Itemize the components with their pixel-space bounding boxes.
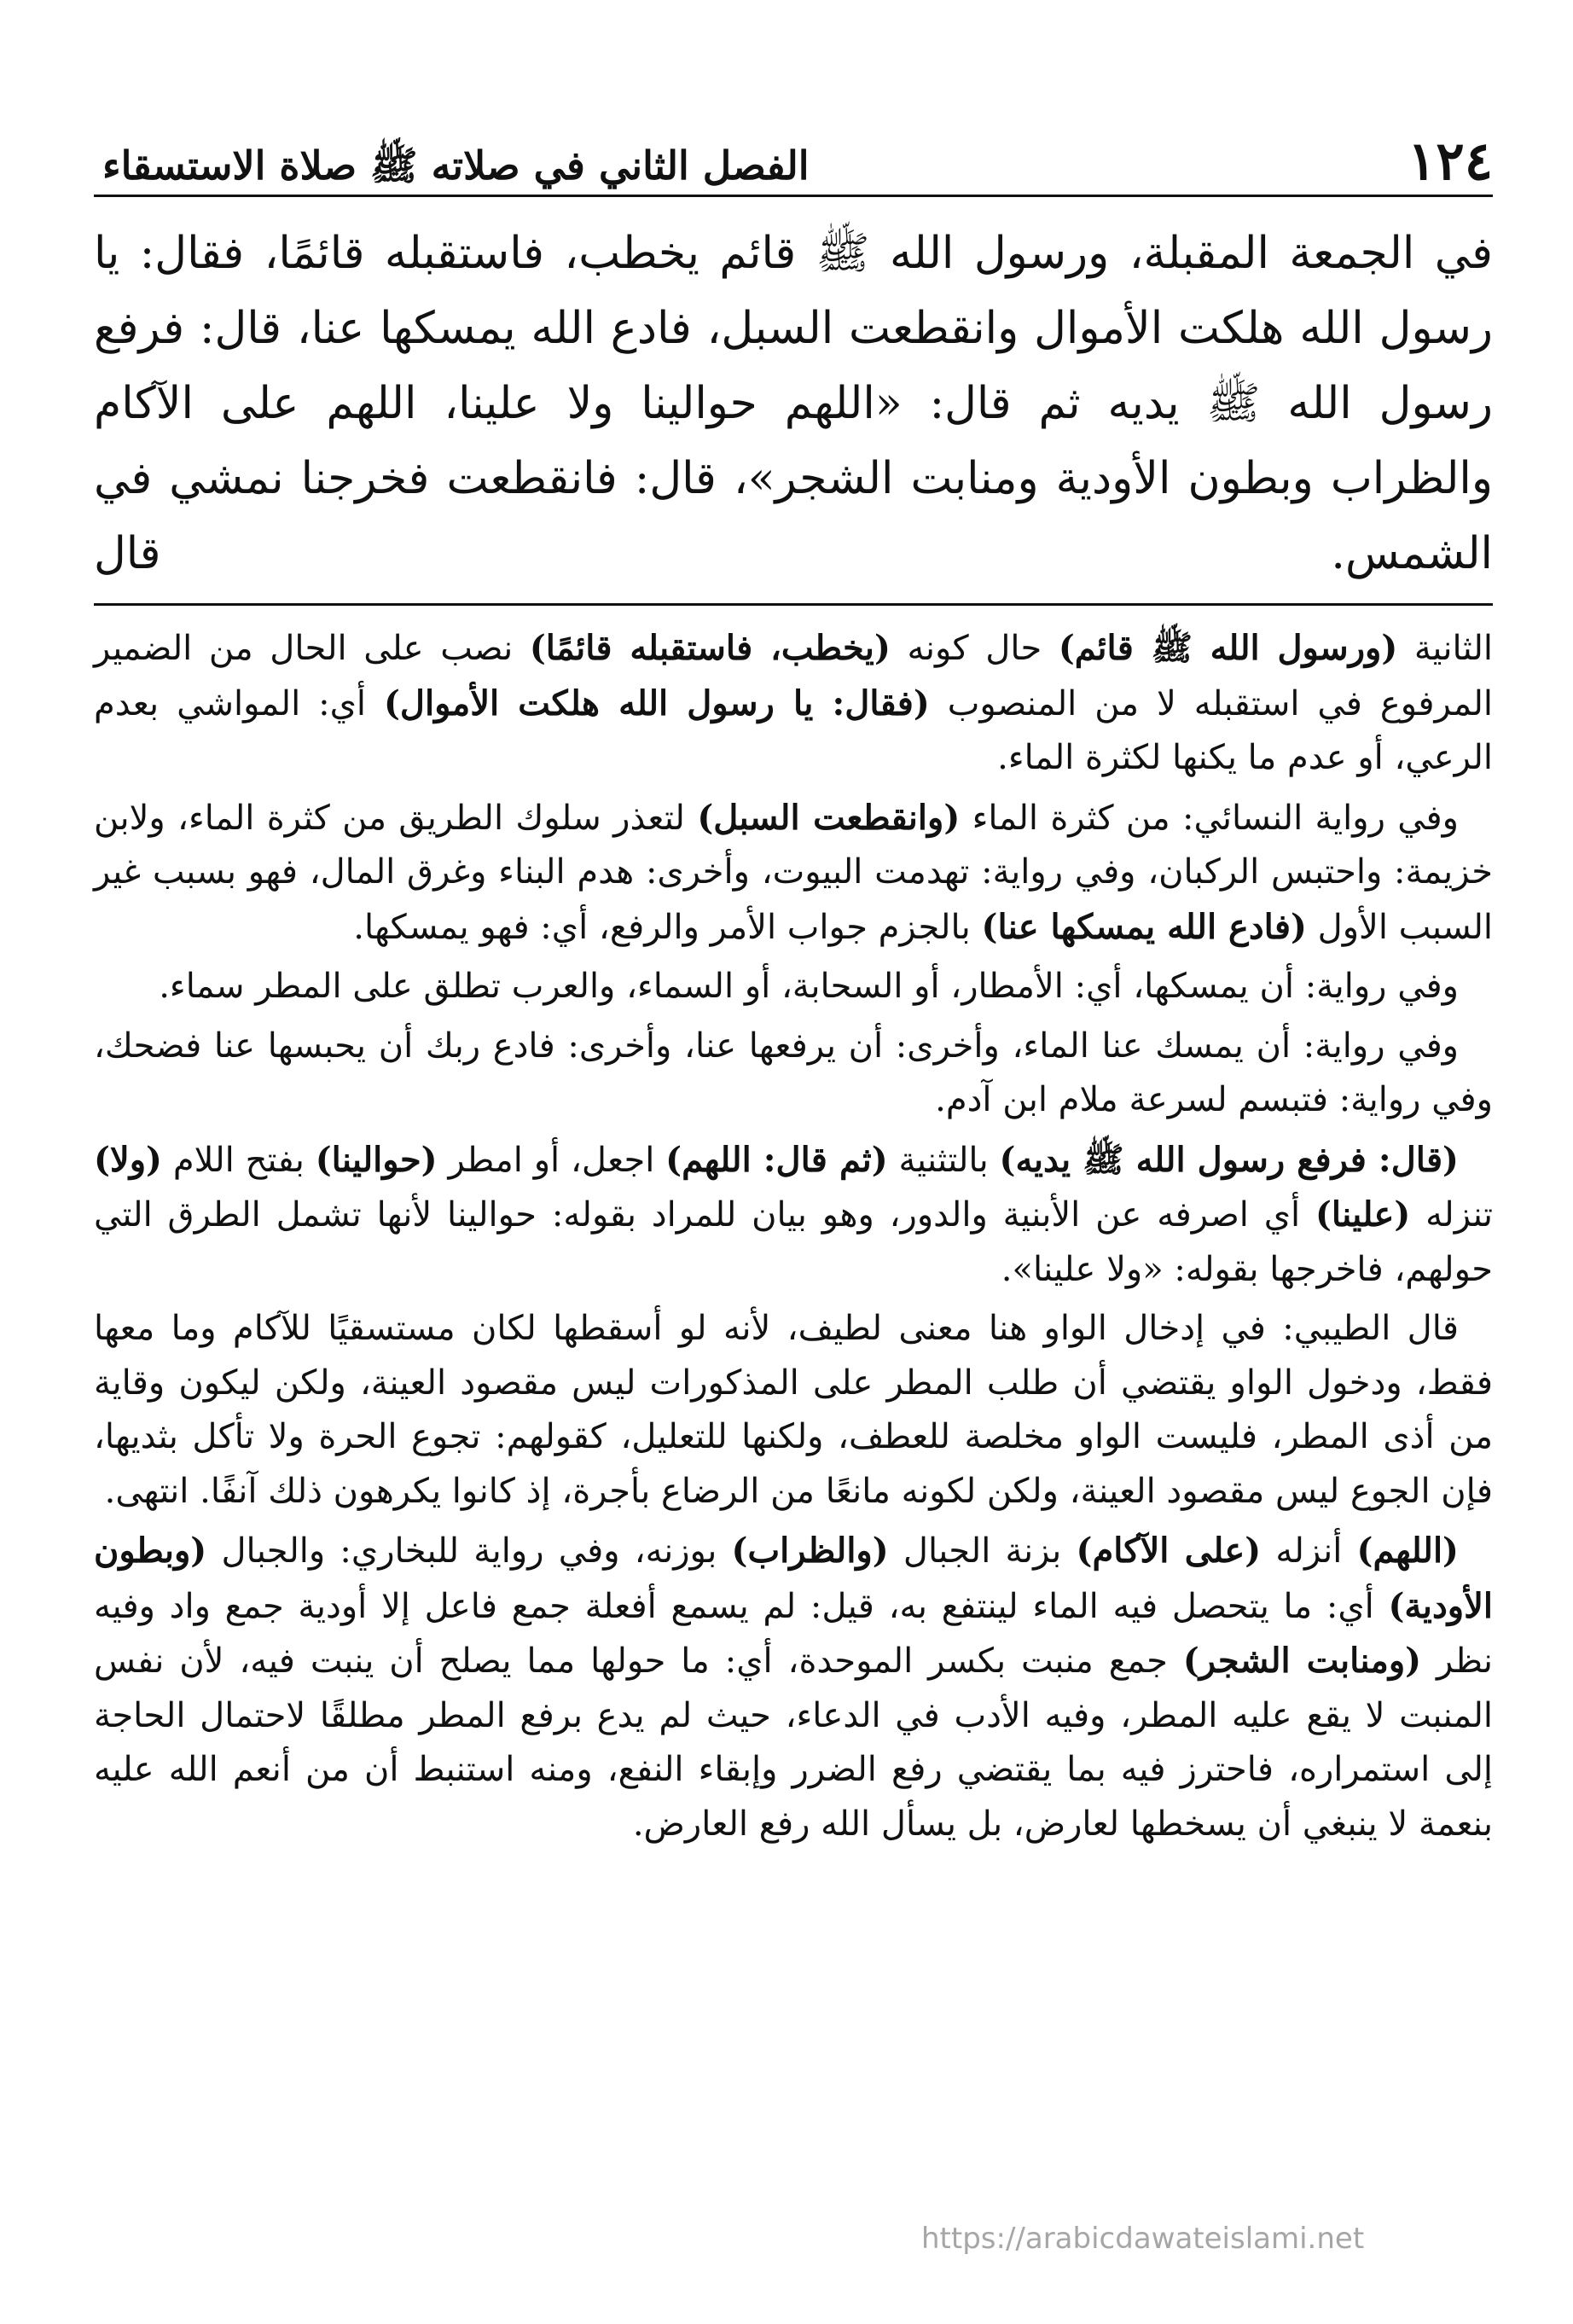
commentary-text: لتعذر سلوك الطريق من كثرة الماء، ولابن خزيمة: واحتبس الركبان، وفي رواية: تهدمت البيوت، وأخرى: هدم البناء وغرق المال، فهو بسبب غير السبب الأول [94, 798, 1493, 947]
commentary-text: الثانية [1397, 629, 1494, 668]
commentary-quote: (يخطب، فاستقبله قائمًا) [529, 628, 891, 668]
hadith-text: في الجمعة المقبلة، ورسول الله ﷺ قائم يخطب، فاستقبله قائمًا، فقال: يا رسول الله هلكت الأموال وانقطعت السبل، فادع الله يمسكها عنا، قال: فرفع رسول الله ﷺ يديه ثم قال: «اللهم حوالينا ولا علينا، اللهم على الآكام والظراب وبطون الأودية ومنابت الشجر»، قال: فانقطعت فخرجنا نمشي في الشمس. قال [94, 228, 1493, 579]
commentary-paragraph-5 [94, 1133, 1493, 1298]
commentary-text: بفتح اللام [161, 1140, 316, 1180]
book-page [94, 94, 1493, 2278]
commentary-text: بالتثنية [887, 1140, 1000, 1180]
commentary-quote: (وبطون الأودية) [94, 1531, 1493, 1626]
commentary-text: قال الطيبي: في إدخال الواو هنا معنى لطيف، لأنه لو أسقطها لكان مستسقيًا للآكام وما معها فقط، ودخول الواو يقتضي أن طلب المطر على المذكورات ليس مقصود العينة، ولكن ليكون وقاية من أذى المطر، فليست الواو مخلصة للعطف، ولكنها للتعليل، كقولهم: تجوع الحرة ولا تأكل بثديها، فإن الجوع ليس مقصود العينة، ولكن لكونه مانعًا من الرضاع بأجرة، إذ كانوا يكرهون ذلك آنفًا. انتهى. [94, 1309, 1493, 1511]
website-watermark: https://arabicdawateislami.net [921, 2222, 1365, 2256]
commentary-quote: (ورسول الله ﷺ قائم) [1058, 628, 1398, 668]
commentary-text: أي اصرفه عن الأبنية والدور، وهو بيان للمراد بقوله: حوالينا لأنها تشمل الطرق التي حولهم، فاخرجها بقوله: «ولا علينا». [94, 1195, 1493, 1289]
commentary-quote: (على الآكام) [1076, 1531, 1262, 1571]
commentary-quote: (فادع الله يمسكها عنا) [981, 906, 1307, 947]
commentary-text: بزنة الجبال [888, 1531, 1077, 1571]
commentary-quote: (وانقطعت السبل) [697, 797, 961, 838]
commentary-paragraph-2 [94, 791, 1493, 956]
commentary-text: نصب على الحال من الضمير المرفوع في استقبله لا من المنصوب [94, 629, 1493, 723]
commentary-paragraph-3 [94, 960, 1493, 1014]
commentary-quote: (اللهم) [1356, 1531, 1459, 1571]
commentary-text: تنزله [1410, 1195, 1494, 1235]
page-number: ١٢٤ [1408, 130, 1493, 192]
commentary-text: وفي رواية: أن يمسكها، أي: الأمطار، أو السحابة، أو السماء، والعرب تطلق على المطر سماء. [159, 967, 1459, 1006]
commentary-text: وفي رواية النسائي: من كثرة الماء [960, 798, 1459, 838]
commentary-paragraph-7 [94, 1524, 1493, 1851]
commentary-text: جمع منبت بكسر الموحدة، أي: ما حولها مما يصلح أن ينبت فيه، لأن نفس المنبت لا يقع عليه المطر، وفيه الأدب في الدعاء، حيث لم يدع برفع المطر مطلقًا لاحتمال الحاجة إلى استمراره، فاحترز فيه بما يقتضي رفع الضرر وإبقاء النفع، ومنه استنبط أن من أنعم الله عليه بنعمة لا ينبغي أن يسخطها لعارض، بل يسأل الله رفع العارض. [94, 1641, 1493, 1844]
commentary-text: أي: ما يتحصل فيه الماء لينتفع به، قيل: لم يسمع أفعلة جمع فاعل إلا أودية جمع واد وفيه نظر [94, 1586, 1494, 1681]
commentary-text: بوزنه، وفي رواية للبخاري: والجبال [206, 1531, 732, 1571]
commentary-paragraph-6 [94, 1302, 1493, 1519]
commentary-quote: (والظراب) [731, 1531, 889, 1571]
commentary-quote: (قال: فرفع رسول الله ﷺ يديه) [999, 1139, 1459, 1180]
commentary-quote: (فقال: يا رسول الله هلكت الأموال) [384, 683, 930, 723]
commentary-quote: (حوالينا) [315, 1139, 438, 1180]
running-title: الفصل الثاني في صلاته ﷺ صلاة الاستسقاء [102, 142, 810, 189]
page-header [94, 94, 1493, 197]
commentary-text: اجعل، أو امطر [437, 1140, 666, 1180]
commentary-text: أنزله [1261, 1531, 1357, 1571]
commentary-quote: (ولا) [94, 1139, 162, 1180]
commentary-block [94, 621, 1493, 1851]
hadith-text-block [94, 216, 1493, 606]
commentary-paragraph-1 [94, 621, 1493, 786]
commentary-text: وفي رواية: أن يمسك عنا الماء، وأخرى: أن يرفعها عنا، وأخرى: فادع ربك أن يحبسها عنا فضحك، وفي رواية: فتبسم لسرعة ملام ابن آدم. [94, 1025, 1493, 1119]
commentary-paragraph-4 [94, 1020, 1493, 1128]
commentary-quote: (ثم قال: اللهم) [665, 1139, 888, 1180]
commentary-text: بالجزم جواب الأمر والرفع، أي: فهو يمسكها. [353, 907, 982, 947]
commentary-quote: (ومنابت الشجر) [1182, 1641, 1422, 1681]
commentary-text: أي: المواشي بعدم الرعي، أو عدم ما يكنها لكثرة الماء. [94, 683, 1493, 777]
commentary-text: حال كونه [890, 629, 1059, 668]
commentary-quote: (علينا) [1315, 1194, 1411, 1235]
